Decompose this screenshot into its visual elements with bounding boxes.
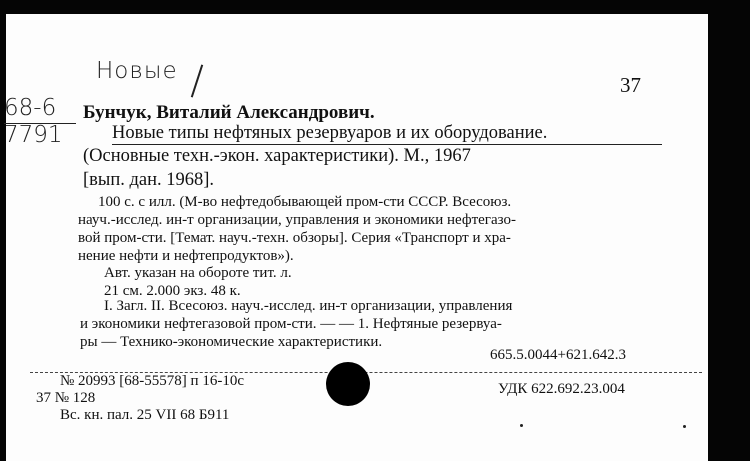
description-line: вой пром-сти. [Темат. науч.-техн. обзоры]. Серия «Транспорт и хра- bbox=[78, 230, 511, 246]
dust-speck bbox=[520, 424, 523, 427]
shelf-mark-top: 68-6 bbox=[4, 95, 57, 121]
classification-number: 665.5.0044+621.642.3 bbox=[490, 347, 626, 363]
scan-border-right bbox=[708, 10, 750, 461]
ink-blot bbox=[326, 362, 370, 406]
description-line: 100 с. с илл. (М-во нефтедобывающей пром-сти СССР. Всесоюз. bbox=[98, 194, 512, 210]
title-line-2: (Основные техн.-экон. характеристики). М., 1967 bbox=[83, 146, 471, 166]
title-line-1: Новые типы нефтяных резервуаров и их оборудование. bbox=[112, 123, 548, 143]
imprint-line: Вс. кн. пал. 25 VII 68 Б911 bbox=[60, 407, 230, 423]
author-heading: Бунчук, Виталий Александрович. bbox=[83, 102, 375, 123]
description-line: Авт. указан на обороте тит. л. bbox=[104, 265, 292, 281]
description-line: нение нефти и нефтепродуктов»). bbox=[78, 248, 294, 264]
shelf-mark-bottom: 7791 bbox=[4, 122, 63, 148]
imprint-line: № 20993 [68-55578] п 16-10с bbox=[60, 373, 244, 389]
handwritten-note: Новые bbox=[96, 58, 178, 84]
title-line-3: [вып. дан. 1968]. bbox=[83, 170, 215, 190]
description-line: 21 см. 2.000 экз. 48 к. bbox=[104, 283, 241, 299]
imprint-line: 37 № 128 bbox=[36, 390, 96, 406]
subject-line: I. Загл. II. Всесоюз. науч.-исслед. ин-т организации, управления bbox=[104, 298, 513, 314]
subject-line: и экономики нефтегазовой пром-сти. — — 1. Нефтяные резервуа- bbox=[80, 316, 502, 332]
page-number: 37 bbox=[620, 73, 641, 97]
udc-code: УДК 622.692.23.004 bbox=[498, 381, 625, 397]
title-underline bbox=[112, 144, 662, 145]
scan-border-top bbox=[0, 0, 750, 14]
description-line: науч.-исслед. ин-т организации, управления и экономики нефтегазо- bbox=[78, 212, 516, 228]
subject-line: ры — Технико-экономические характеристики. bbox=[80, 334, 383, 350]
dust-speck bbox=[683, 425, 686, 428]
